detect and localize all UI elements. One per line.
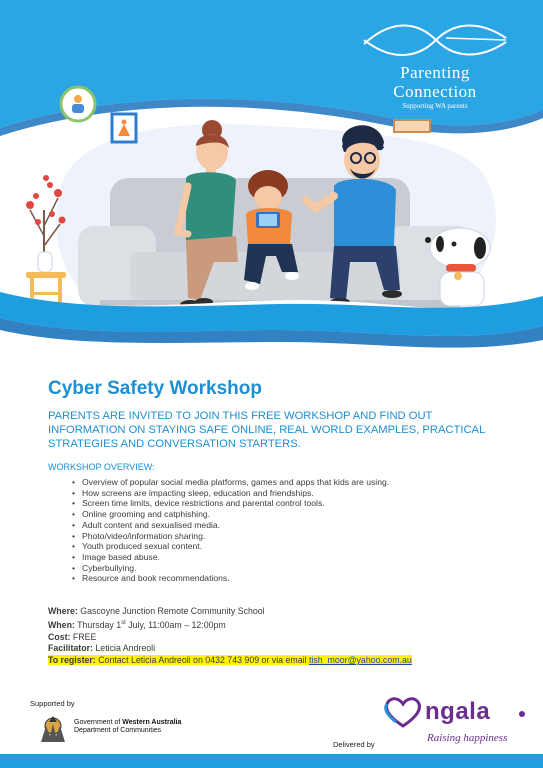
gov-line1-bold: Western Australia <box>122 719 182 726</box>
wa-crest-icon <box>36 712 70 746</box>
where-value: Gascoyne Junction Remote Community School <box>77 606 265 617</box>
topic-item: • Screen time limits, device restrictions and parental control tools. <box>72 498 508 509</box>
when-label: When: <box>48 619 75 630</box>
logo-tagline: Supporting WA parents <box>402 102 468 110</box>
topic-item: • Resource and book recommendations. <box>72 573 508 584</box>
topic-item: • Cyberbullying. <box>72 563 508 574</box>
gov-line1-pre: Government of <box>74 719 123 726</box>
where-label: Where: <box>48 606 78 617</box>
heart-logo-icon <box>382 696 424 730</box>
facilitator-value: Leticia Andreoli <box>92 643 156 654</box>
topic-item: • How screens are impacting sleep, education and friendships. <box>72 488 508 499</box>
register-row <box>48 655 508 667</box>
ngala-dot-icon <box>518 710 526 718</box>
facilitator-label: Facilitator: <box>48 643 93 654</box>
when-value-suffix: st <box>121 619 126 626</box>
cost-label: Cost: <box>48 631 71 642</box>
workshop-content <box>48 378 508 667</box>
topic-item: • Overview of popular social media platforms, games and apps that kids are using. <box>72 477 508 488</box>
gov-line2: Department of Communities <box>74 727 162 735</box>
ngala-logo <box>382 696 532 748</box>
workshop-title: Cyber Safety Workshop <box>48 378 262 399</box>
ngala-wordmark: ngala <box>425 698 491 725</box>
logo-name-line2: Connection <box>393 82 477 101</box>
workshop-intro: PARENTS ARE INVITED TO JOIN THIS FREE WORKSHOP AND FIND OUT INFORMATION ON STAYING SAFE ONLINE, REAL WORLD EXAMPLES, PRACTICAL STRATEGIES AND CONVERSATION STARTERS. <box>48 410 485 450</box>
logo-wave-icon <box>360 18 510 62</box>
register-highlight <box>48 655 412 665</box>
facilitator-row <box>48 643 508 655</box>
gov-text <box>74 719 181 736</box>
logo-name-line1: Parenting <box>400 63 470 82</box>
when-row <box>48 618 508 632</box>
parenting-connection-logo <box>355 18 515 108</box>
supported-by-label: Supported by <box>30 699 75 708</box>
event-details <box>48 606 508 667</box>
topic-item: • Image based abuse. <box>72 552 508 563</box>
overview-heading: WORKSHOP OVERVIEW: <box>48 462 155 472</box>
topic-list <box>72 477 508 584</box>
cost-row <box>48 632 508 644</box>
topic-item: • Youth produced sexual content. <box>72 541 508 552</box>
cost-value: FREE <box>70 631 97 642</box>
when-value-time: July, 11:00am – 12:00pm <box>125 619 226 630</box>
topic-item: • Photo/video/information sharing. <box>72 531 508 542</box>
register-text: Contact Leticia Andreoli on 0432 743 909 or via email <box>95 655 309 666</box>
register-label: To register: <box>48 655 96 666</box>
where-row <box>48 606 508 618</box>
register-email-link[interactable]: tish_moor@yahoo.com.au <box>308 655 412 666</box>
topic-item: • Online grooming and catphishing. <box>72 509 508 520</box>
wa-government-logo <box>36 712 206 746</box>
topic-item: • Adult content and sexualised media. <box>72 520 508 531</box>
bottom-bar <box>0 754 543 768</box>
ngala-tagline: Raising happiness <box>427 732 508 744</box>
delivered-by-label: Delivered by <box>333 740 375 749</box>
when-value: Thursday 1 <box>74 619 122 630</box>
